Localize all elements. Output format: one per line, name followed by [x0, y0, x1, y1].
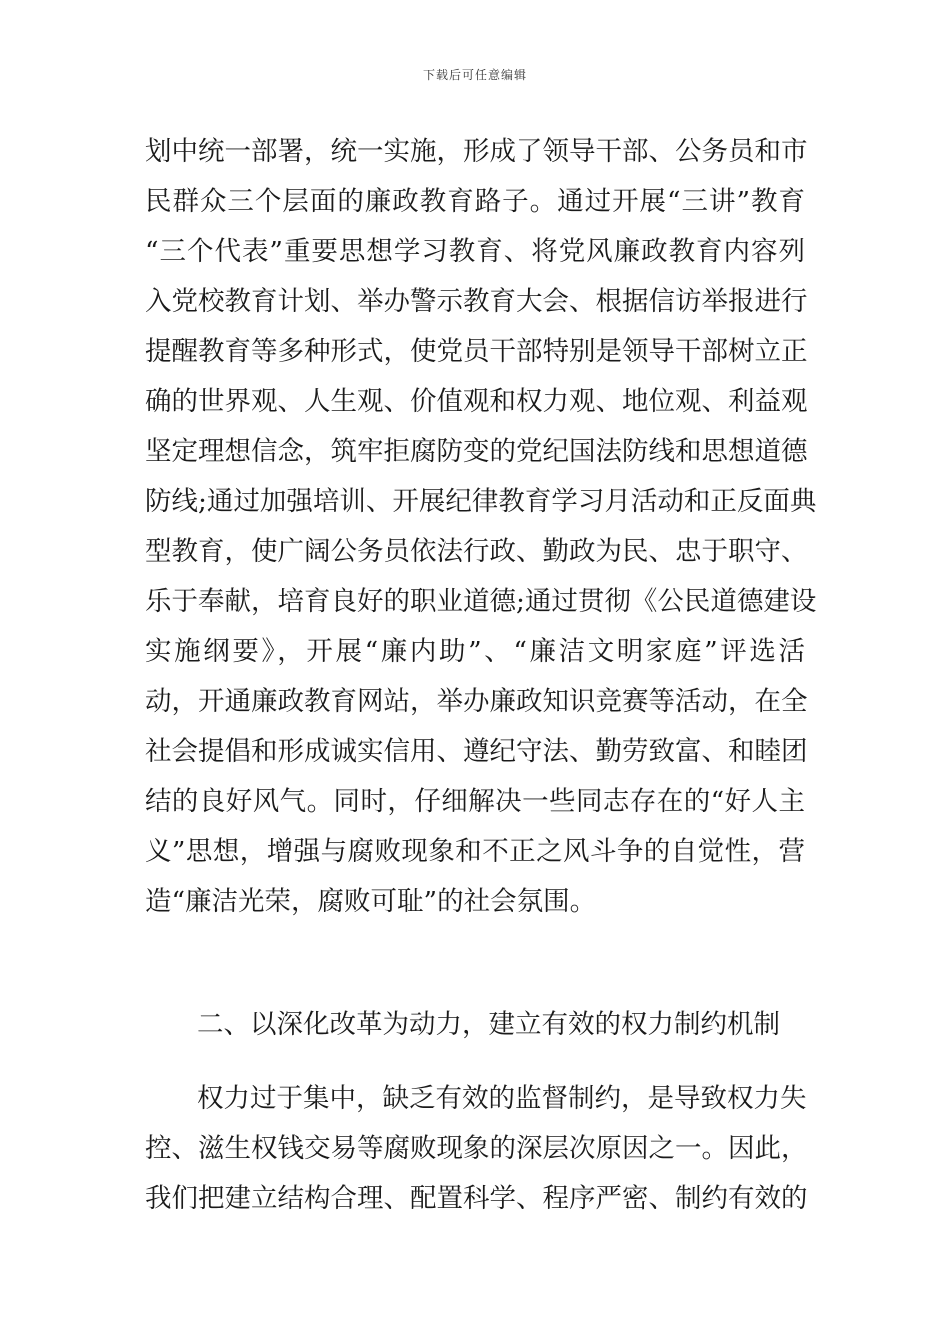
paragraph-line: 型教育，使广阔公务员依法行政、勤政为民、忠于职守、 — [145, 536, 808, 567]
paragraph-line: 实施纲要》，开展“廉内助”、“廉洁文明家庭”评选活 — [145, 636, 805, 667]
paragraph-line: 我们把建立结构合理、配置科学、程序严密、制约有效的 — [145, 1183, 808, 1214]
section-heading: 二、以深化改革为动力，建立有效的权力制约机制 — [197, 1009, 780, 1040]
paragraph-line: 提醒教育等多种形式，使党员干部特别是领导干部树立正 — [145, 336, 808, 367]
paragraph-line: 划中统一部署，统一实施，形成了领导干部、公务员和市 — [145, 136, 808, 167]
paragraph-line: 造“廉洁光荣，腐败可耻”的社会氛围。 — [145, 886, 597, 917]
paragraph-line: 社会提倡和形成诚实信用、遵纪守法、勤劳致富、和睦团 — [145, 736, 808, 767]
paragraph-line: 防线;通过加强培训、开展纪律教育学习月活动和正反面典 — [145, 486, 817, 517]
page-header: 下载后可任意编辑 — [422, 68, 527, 82]
paragraph-line: “三个代表”重要思想学习教育、将党风廉政教育内容列 — [145, 236, 805, 267]
paragraph-line: 坚定理想信念，筑牢拒腐防变的党纪国法防线和思想道德 — [145, 436, 808, 467]
paragraph-line: 乐于奉献，培育良好的职业道德;通过贯彻《公民道德建设 — [145, 586, 817, 617]
paragraph-line: 权力过于集中，缺乏有效的监督制约，是导致权力失 — [197, 1083, 807, 1114]
paragraph-line: 控、滋生权钱交易等腐败现象的深层次原因之一。因此， — [145, 1133, 808, 1164]
paragraph-line: 义”思想，增强与腐败现象和不正之风斗争的自觉性，营 — [145, 836, 805, 867]
paragraph-line: 入党校教育计划、举办警示教育大会、根据信访举报进行 — [145, 286, 808, 317]
paragraph-line: 结的良好风气。同时，仔细解决一些同志存在的“好人主 — [145, 786, 805, 817]
paragraph-line: 民群众三个层面的廉政教育路子。通过开展“三讲”教育 — [145, 186, 805, 217]
paragraph-line: 动，开通廉政教育网站，举办廉政知识竞赛等活动，在全 — [145, 686, 808, 717]
paragraph-line: 确的世界观、人生观、价值观和权力观、地位观、利益观 — [145, 386, 808, 417]
